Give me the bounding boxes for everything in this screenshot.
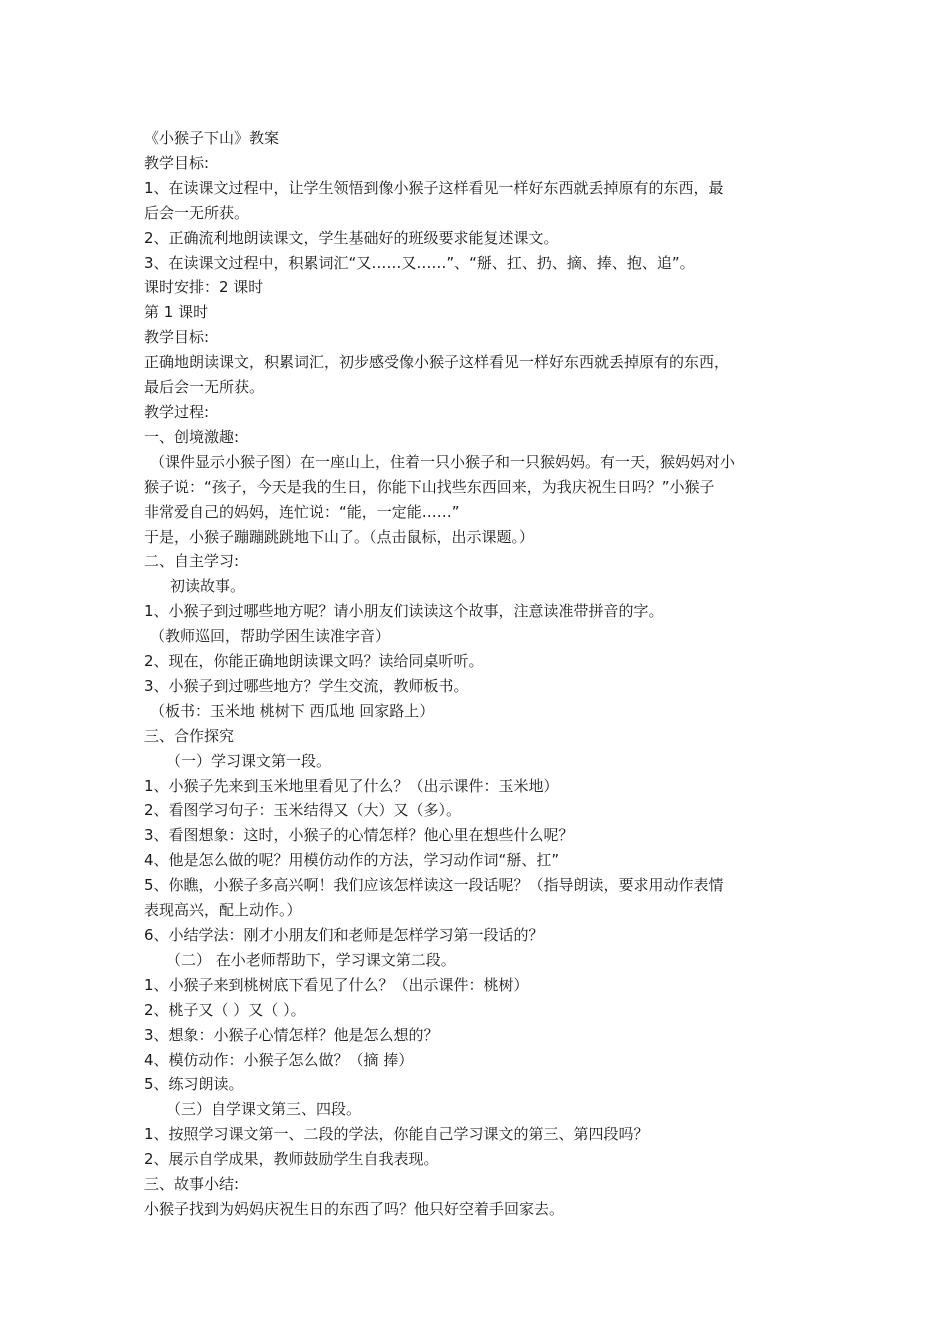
document-title: 《小猴子下山》教案 — [144, 129, 280, 147]
text-line: 3、小猴子到过哪些地方？学生交流，教师板书。 — [144, 676, 469, 695]
text-line: 非常爱自己的妈妈，连忙说：“能，一定能……” — [144, 502, 460, 521]
text-line: 5、练习朗读。 — [144, 1075, 244, 1094]
subsection-heading: （二） 在小老师帮助下，学习课文第二段。 — [166, 950, 456, 969]
text-line: 1、在读课文过程中，让学生领悟到像小猴子这样看见一样好东西就丢掉原有的东西，最 — [144, 178, 724, 197]
text-line: 最后会一无所获。 — [144, 378, 265, 397]
document-page — [144, 126, 804, 1222]
section-heading: 教学目标: — [144, 153, 210, 172]
text-line: 3、看图想象：这时，小猴子的心情怎样？他心里在想些什么呢？ — [144, 826, 574, 845]
text-line: 猴子说：“孩子，今天是我的生日，你能下山找些东西回来，为我庆祝生日吗？”小猴子 — [144, 477, 715, 496]
text-line: （教师巡回，帮助学困生读准字音） — [150, 627, 391, 646]
text-line: （板书：玉米地 桃树下 西瓜地 回家路上） — [150, 701, 435, 720]
section-heading: 第 1 课时 — [144, 303, 209, 322]
text-line: 2、正确流利地朗读课文，学生基础好的班级要求能复述课文。 — [144, 228, 559, 247]
section-heading: 三、合作探究 — [144, 726, 235, 745]
section-heading: 教学过程: — [144, 402, 210, 421]
text-line: 4、模仿动作：小猴子怎么做？（摘 捧） — [144, 1050, 414, 1069]
text-line: 小猴子找到为妈妈庆祝生日的东西了吗？他只好空着手回家去。 — [144, 1199, 565, 1218]
text-line: 1、小猴子来到桃树底下看见了什么？（出示课件：桃树） — [144, 975, 529, 994]
section-heading: 一、创境激趣: — [144, 427, 240, 446]
text-line: 2、现在，你能正确地朗读课文吗？读给同桌听听。 — [144, 652, 484, 671]
text-line: 5、你瞧，小猴子多高兴啊！我们应该怎样读这一段话呢？（指导朗读，要求用动作表情 — [144, 876, 724, 895]
section-heading: 三、故事小结: — [144, 1175, 240, 1194]
text-line: 表现高兴，配上动作。） — [144, 901, 302, 920]
section-heading: 教学目标: — [144, 328, 210, 347]
subsection-heading: （三）自学课文第三、四段。 — [166, 1100, 362, 1119]
section-heading: 二、自主学习: — [144, 552, 240, 571]
text-line: 2、看图学习句子：玉米结得又（大）又（多）。 — [144, 801, 462, 820]
text-line: 3、想象：小猴子心情怎样？他是怎么想的？ — [144, 1025, 439, 1044]
text-line: （课件显示小猴子图）在一座山上，住着一只小猴子和一只猴妈妈。有一天，猴妈妈对小 — [150, 452, 736, 471]
text-line: 4、他是怎么做的呢？用模仿动作的方法，学习动作词“掰、扛” — [144, 851, 560, 870]
text-line: 2、展示自学成果，教师鼓励学生自我表现。 — [144, 1150, 439, 1169]
text-line: 初读故事。 — [170, 577, 246, 596]
text-line: 后会一无所获。 — [144, 203, 250, 222]
text-line: 6、小结学法：刚才小朋友们和老师是怎样学习第一段话的？ — [144, 926, 544, 944]
subsection-heading: （一）学习课文第一段。 — [166, 751, 332, 770]
text-line: 正确地朗读课文，积累词汇，初步感受像小猴子这样看见一样好东西就丢掉原有的东西， — [144, 353, 730, 372]
text-line: 1、按照学习课文第一、二段的学法，你能自己学习课文的第三、第四段吗？ — [144, 1125, 649, 1144]
text-line: 1、小猴子先来到玉米地里看见了什么？（出示课件：玉米地） — [144, 776, 559, 795]
text-line: 于是，小猴子蹦蹦跳跳地下山了。（点击鼠标，出示课题。） — [144, 527, 535, 546]
text-line: 2、桃子又（ ）又（ ）。 — [144, 1000, 306, 1019]
text-line: 课时安排：2 课时 — [144, 278, 264, 297]
text-line: 1、小猴子到过哪些地方呢？请小朋友们读读这个故事，注意读准带拼音的字。 — [144, 602, 664, 621]
text-line: 3、在读课文过程中，积累词汇“又……又……”、“掰、扛、扔、摘、捧、抱、追”。 — [144, 253, 695, 272]
